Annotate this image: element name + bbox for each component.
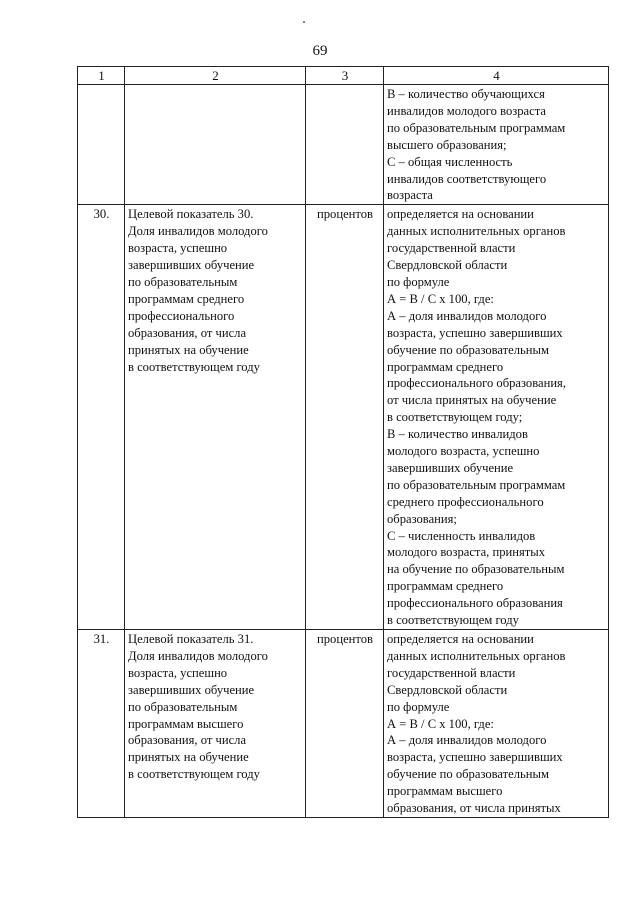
- method-line: молодого возраста, принятых: [387, 545, 546, 560]
- name-line: в соответствующем году: [128, 767, 260, 782]
- method-line: обучение по образовательным: [387, 342, 549, 357]
- name-line: Доля инвалидов молодого: [128, 224, 268, 239]
- name-line: принятых на обучение: [128, 342, 249, 357]
- method-line: данных исполнительных органов: [387, 224, 566, 239]
- method-line: определяется на основании: [387, 207, 534, 222]
- method-line: программам среднего: [387, 579, 504, 594]
- method-line: государственной власти: [387, 665, 516, 680]
- method-line: на обучение по образовательным: [387, 562, 565, 577]
- indicator-name-cell: [125, 205, 306, 630]
- method-line: программам высшего: [387, 784, 503, 799]
- name-line: программам высшего: [128, 716, 244, 731]
- name-line: Целевой показатель 31.: [128, 632, 254, 646]
- method-line: профессионального образования: [387, 596, 563, 611]
- method-line: данных исполнительных органов: [387, 648, 566, 663]
- name-line: образования, от числа: [128, 733, 247, 748]
- method-line: С – общая численность: [387, 154, 513, 169]
- method-line: Свердловской области: [387, 258, 508, 273]
- indicator-table: [77, 66, 609, 818]
- name-line: по образовательным: [128, 274, 238, 289]
- name-line: Целевой показатель 30.: [128, 207, 254, 222]
- column-header-1: 1: [78, 67, 125, 85]
- name-line: образования, от числа: [128, 325, 247, 340]
- method-line: обучение по образовательным: [387, 767, 549, 782]
- method-line: от числа принятых на обучение: [387, 393, 557, 408]
- calculation-method-cell: [384, 85, 609, 205]
- method-line: возраста, успешно завершивших: [387, 750, 563, 765]
- method-line: высшего образования;: [387, 137, 507, 152]
- page-number: 69: [312, 43, 328, 59]
- indicator-name-cell: [125, 630, 306, 818]
- name-line: в соответствующем году: [128, 359, 260, 374]
- table-row: [78, 85, 609, 205]
- method-line: инвалидов соответствующего: [387, 171, 547, 186]
- method-line: по формуле: [387, 699, 450, 714]
- method-line: молодого возраста, успешно: [387, 444, 540, 459]
- scan-speck: [303, 21, 305, 23]
- name-line: возраста, успешно: [128, 241, 228, 256]
- calculation-method-cell: [384, 205, 609, 630]
- name-line: завершивших обучение: [128, 258, 255, 273]
- method-line: С – численность инвалидов: [387, 528, 536, 543]
- unit-cell: процентов: [306, 205, 384, 630]
- method-line: среднего профессионального: [387, 494, 544, 509]
- unit-cell: процентов: [306, 630, 384, 818]
- name-line: принятых на обучение: [128, 750, 249, 765]
- method-line: инвалидов молодого возраста: [387, 103, 546, 118]
- method-line: А – доля инвалидов молодого: [387, 733, 547, 748]
- method-line: Свердловской области: [387, 682, 508, 697]
- column-header-4: 4: [384, 67, 609, 85]
- indicator-name-cell: [125, 85, 306, 205]
- name-line: возраста, успешно: [128, 665, 228, 680]
- table-row: [78, 630, 609, 818]
- method-line: по образовательным программам: [387, 477, 566, 492]
- table-header-row: [78, 67, 609, 85]
- method-line: программам среднего: [387, 359, 504, 374]
- method-line: А – доля инвалидов молодого: [387, 308, 547, 323]
- calculation-method-cell: [384, 630, 609, 818]
- row-number-cell: [78, 85, 125, 205]
- row-number-cell: 31.: [78, 630, 125, 818]
- method-line: образования;: [387, 511, 457, 526]
- method-line: в соответствующем году: [387, 613, 519, 628]
- method-line: завершивших обучение: [387, 460, 514, 475]
- method-line: возраста: [387, 188, 433, 203]
- method-line: А = В / С х 100, где:: [387, 716, 494, 731]
- column-header-3: 3: [306, 67, 384, 85]
- method-line: образования, от числа принятых: [387, 801, 561, 816]
- method-line: в соответствующем году;: [387, 410, 523, 425]
- method-line: В – количество инвалидов: [387, 427, 528, 442]
- row-number-cell: 30.: [78, 205, 125, 630]
- method-line: по формуле: [387, 274, 450, 289]
- name-line: по образовательным: [128, 699, 238, 714]
- method-line: определяется на основании: [387, 632, 534, 646]
- name-line: завершивших обучение: [128, 682, 255, 697]
- method-line: государственной власти: [387, 241, 516, 256]
- unit-cell: [306, 85, 384, 205]
- method-line: профессионального образования,: [387, 376, 566, 391]
- table-row: [78, 205, 609, 630]
- method-line: А = В / С х 100, где:: [387, 291, 494, 306]
- method-line: возраста, успешно завершивших: [387, 325, 563, 340]
- method-line: по образовательным программам: [387, 120, 566, 135]
- name-line: Доля инвалидов молодого: [128, 648, 268, 663]
- name-line: программам среднего: [128, 291, 245, 306]
- column-header-2: 2: [125, 67, 306, 85]
- name-line: профессионального: [128, 308, 235, 323]
- method-line: В – количество обучающихся: [387, 87, 545, 101]
